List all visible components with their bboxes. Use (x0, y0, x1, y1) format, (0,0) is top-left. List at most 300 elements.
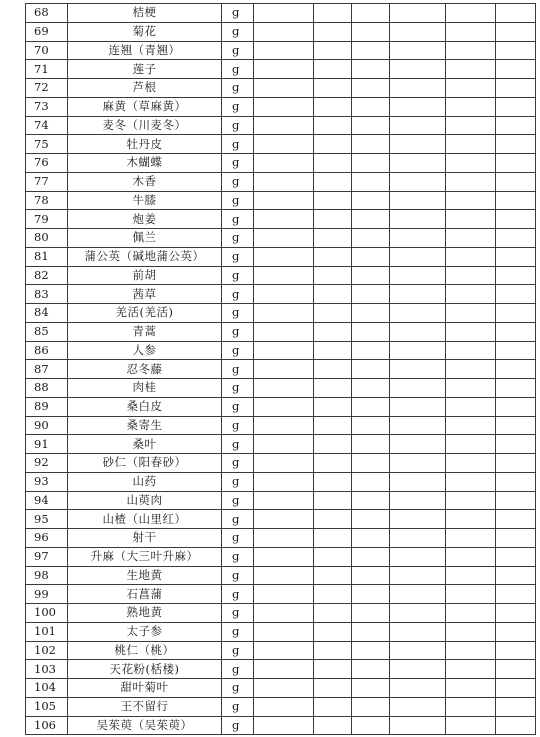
empty-cell (352, 172, 390, 191)
table-row (26, 435, 536, 454)
herb-name-cell: 连翘（青翘） (68, 41, 222, 60)
empty-cell (254, 135, 314, 154)
herb-name-cell: 佩兰 (68, 229, 222, 248)
empty-cell (254, 585, 314, 604)
empty-cell (496, 60, 536, 79)
empty-cell (496, 547, 536, 566)
empty-cell (352, 22, 390, 41)
empty-cell (314, 697, 352, 716)
empty-cell (352, 622, 390, 641)
empty-cell (314, 116, 352, 135)
unit-cell: g (222, 510, 254, 529)
empty-cell (446, 547, 496, 566)
empty-cell (352, 679, 390, 698)
empty-cell (314, 4, 352, 23)
empty-cell (254, 229, 314, 248)
row-number-cell: 74 (26, 116, 68, 135)
herb-name-cell: 前胡 (68, 266, 222, 285)
row-number-cell: 98 (26, 566, 68, 585)
empty-cell (314, 79, 352, 98)
empty-cell (352, 135, 390, 154)
unit-cell: g (222, 416, 254, 435)
row-number-cell: 105 (26, 697, 68, 716)
empty-cell (254, 716, 314, 735)
unit-cell: g (222, 304, 254, 323)
empty-cell (390, 191, 446, 210)
row-number-cell: 99 (26, 585, 68, 604)
table-row (26, 154, 536, 173)
empty-cell (314, 22, 352, 41)
empty-cell (314, 379, 352, 398)
row-number-cell: 93 (26, 472, 68, 491)
row-number-cell: 70 (26, 41, 68, 60)
herb-name-cell: 甜叶菊叶 (68, 679, 222, 698)
empty-cell (496, 172, 536, 191)
unit-cell: g (222, 135, 254, 154)
table-row (26, 116, 536, 135)
row-number-cell: 89 (26, 397, 68, 416)
herb-name-cell: 桑寄生 (68, 416, 222, 435)
empty-cell (446, 4, 496, 23)
unit-cell: g (222, 285, 254, 304)
empty-cell (352, 379, 390, 398)
unit-cell: g (222, 397, 254, 416)
empty-cell (254, 454, 314, 473)
empty-cell (390, 379, 446, 398)
row-number-cell: 90 (26, 416, 68, 435)
empty-cell (314, 660, 352, 679)
empty-cell (446, 210, 496, 229)
empty-cell (254, 416, 314, 435)
empty-cell (496, 604, 536, 623)
empty-cell (496, 229, 536, 248)
unit-cell: g (222, 622, 254, 641)
empty-cell (314, 510, 352, 529)
empty-cell (314, 304, 352, 323)
empty-cell (446, 416, 496, 435)
empty-cell (254, 79, 314, 98)
empty-cell (446, 229, 496, 248)
empty-cell (254, 247, 314, 266)
empty-cell (314, 172, 352, 191)
empty-cell (390, 622, 446, 641)
empty-cell (446, 304, 496, 323)
empty-cell (314, 191, 352, 210)
empty-cell (446, 285, 496, 304)
empty-cell (314, 285, 352, 304)
empty-cell (314, 60, 352, 79)
empty-cell (352, 341, 390, 360)
unit-cell: g (222, 604, 254, 623)
empty-cell (254, 60, 314, 79)
empty-cell (446, 472, 496, 491)
unit-cell: g (222, 41, 254, 60)
herb-name-cell: 蒲公英（碱地蒲公英） (68, 247, 222, 266)
empty-cell (390, 435, 446, 454)
empty-cell (254, 397, 314, 416)
empty-cell (390, 585, 446, 604)
empty-cell (446, 116, 496, 135)
unit-cell: g (222, 454, 254, 473)
unit-cell: g (222, 660, 254, 679)
empty-cell (446, 135, 496, 154)
unit-cell: g (222, 360, 254, 379)
table-row (26, 679, 536, 698)
herb-name-cell: 生地黄 (68, 566, 222, 585)
empty-cell (446, 660, 496, 679)
empty-cell (446, 191, 496, 210)
unit-cell: g (222, 435, 254, 454)
table-row (26, 322, 536, 341)
empty-cell (496, 135, 536, 154)
empty-cell (352, 97, 390, 116)
empty-cell (314, 247, 352, 266)
unit-cell: g (222, 154, 254, 173)
herb-name-cell: 射干 (68, 529, 222, 548)
herb-name-cell: 桔梗 (68, 4, 222, 23)
empty-cell (254, 566, 314, 585)
table-row (26, 79, 536, 98)
empty-cell (390, 285, 446, 304)
empty-cell (496, 641, 536, 660)
empty-cell (390, 60, 446, 79)
table-row (26, 472, 536, 491)
table-row (26, 566, 536, 585)
herb-name-cell: 肉桂 (68, 379, 222, 398)
empty-cell (314, 566, 352, 585)
empty-cell (390, 41, 446, 60)
empty-cell (390, 304, 446, 323)
herb-table (25, 3, 536, 735)
empty-cell (446, 697, 496, 716)
unit-cell: g (222, 641, 254, 660)
empty-cell (390, 491, 446, 510)
empty-cell (446, 22, 496, 41)
unit-cell: g (222, 60, 254, 79)
empty-cell (496, 285, 536, 304)
herb-name-cell: 桃仁（桃） (68, 641, 222, 660)
empty-cell (314, 41, 352, 60)
empty-cell (496, 472, 536, 491)
row-number-cell: 103 (26, 660, 68, 679)
empty-cell (314, 266, 352, 285)
row-number-cell: 73 (26, 97, 68, 116)
empty-cell (314, 435, 352, 454)
empty-cell (446, 266, 496, 285)
unit-cell: g (222, 679, 254, 698)
row-number-cell: 87 (26, 360, 68, 379)
herb-name-cell: 熟地黄 (68, 604, 222, 623)
herb-name-cell: 石菖蒲 (68, 585, 222, 604)
empty-cell (352, 360, 390, 379)
empty-cell (446, 322, 496, 341)
empty-cell (254, 210, 314, 229)
empty-cell (352, 304, 390, 323)
row-number-cell: 84 (26, 304, 68, 323)
empty-cell (446, 79, 496, 98)
empty-cell (254, 97, 314, 116)
empty-cell (446, 247, 496, 266)
herb-name-cell: 王不留行 (68, 697, 222, 716)
unit-cell: g (222, 472, 254, 491)
table-row (26, 41, 536, 60)
table-row (26, 135, 536, 154)
empty-cell (254, 510, 314, 529)
table-row (26, 379, 536, 398)
table-row (26, 210, 536, 229)
empty-cell (352, 585, 390, 604)
table-row (26, 304, 536, 323)
empty-cell (446, 172, 496, 191)
unit-cell: g (222, 247, 254, 266)
row-number-cell: 68 (26, 4, 68, 23)
empty-cell (352, 435, 390, 454)
row-number-cell: 97 (26, 547, 68, 566)
empty-cell (496, 79, 536, 98)
empty-cell (314, 97, 352, 116)
empty-cell (446, 60, 496, 79)
row-number-cell: 91 (26, 435, 68, 454)
empty-cell (352, 566, 390, 585)
empty-cell (446, 435, 496, 454)
empty-cell (254, 697, 314, 716)
empty-cell (446, 585, 496, 604)
unit-cell: g (222, 210, 254, 229)
herb-name-cell: 炮姜 (68, 210, 222, 229)
herb-name-cell: 天花粉(栝楼) (68, 660, 222, 679)
empty-cell (496, 660, 536, 679)
empty-cell (496, 97, 536, 116)
empty-cell (446, 679, 496, 698)
empty-cell (314, 210, 352, 229)
empty-cell (314, 416, 352, 435)
empty-cell (390, 397, 446, 416)
empty-cell (390, 247, 446, 266)
empty-cell (496, 566, 536, 585)
empty-cell (352, 510, 390, 529)
row-number-cell: 88 (26, 379, 68, 398)
row-number-cell: 100 (26, 604, 68, 623)
herb-name-cell: 忍冬藤 (68, 360, 222, 379)
table-row (26, 529, 536, 548)
herb-name-cell: 羌活(羌活) (68, 304, 222, 323)
table-row (26, 716, 536, 735)
herb-name-cell: 菊花 (68, 22, 222, 41)
empty-cell (390, 116, 446, 135)
unit-cell: g (222, 172, 254, 191)
row-number-cell: 85 (26, 322, 68, 341)
empty-cell (314, 229, 352, 248)
empty-cell (254, 360, 314, 379)
row-number-cell: 82 (26, 266, 68, 285)
row-number-cell: 106 (26, 716, 68, 735)
empty-cell (254, 622, 314, 641)
table-row (26, 510, 536, 529)
row-number-cell: 75 (26, 135, 68, 154)
empty-cell (314, 341, 352, 360)
row-number-cell: 72 (26, 79, 68, 98)
herb-name-cell: 桑叶 (68, 435, 222, 454)
empty-cell (446, 529, 496, 548)
unit-cell: g (222, 491, 254, 510)
table-row (26, 641, 536, 660)
row-number-cell: 78 (26, 191, 68, 210)
empty-cell (352, 716, 390, 735)
empty-cell (496, 697, 536, 716)
empty-cell (254, 116, 314, 135)
herb-name-cell: 木蝴蝶 (68, 154, 222, 173)
empty-cell (390, 322, 446, 341)
empty-cell (390, 604, 446, 623)
empty-cell (314, 135, 352, 154)
herb-name-cell: 麻黄（草麻黄） (68, 97, 222, 116)
table-row (26, 660, 536, 679)
row-number-cell: 102 (26, 641, 68, 660)
empty-cell (254, 491, 314, 510)
empty-cell (496, 41, 536, 60)
empty-cell (446, 341, 496, 360)
row-number-cell: 92 (26, 454, 68, 473)
empty-cell (496, 679, 536, 698)
row-number-cell: 77 (26, 172, 68, 191)
unit-cell: g (222, 585, 254, 604)
table-row (26, 585, 536, 604)
empty-cell (254, 529, 314, 548)
empty-cell (446, 604, 496, 623)
empty-cell (446, 379, 496, 398)
unit-cell: g (222, 716, 254, 735)
row-number-cell: 83 (26, 285, 68, 304)
table-row (26, 172, 536, 191)
empty-cell (352, 322, 390, 341)
empty-cell (254, 435, 314, 454)
empty-cell (390, 529, 446, 548)
empty-cell (314, 360, 352, 379)
row-number-cell: 81 (26, 247, 68, 266)
empty-cell (496, 585, 536, 604)
empty-cell (254, 22, 314, 41)
table-row (26, 397, 536, 416)
empty-cell (352, 416, 390, 435)
empty-cell (254, 285, 314, 304)
table-row (26, 4, 536, 23)
unit-cell: g (222, 229, 254, 248)
table-row (26, 285, 536, 304)
empty-cell (352, 285, 390, 304)
empty-cell (314, 322, 352, 341)
empty-cell (352, 529, 390, 548)
empty-cell (254, 172, 314, 191)
empty-cell (496, 529, 536, 548)
herb-name-cell: 麦冬（川麦冬） (68, 116, 222, 135)
herb-name-cell: 吴茱萸（吴茱萸） (68, 716, 222, 735)
empty-cell (352, 154, 390, 173)
table-row (26, 360, 536, 379)
row-number-cell: 80 (26, 229, 68, 248)
empty-cell (254, 641, 314, 660)
empty-cell (390, 641, 446, 660)
table-row (26, 97, 536, 116)
empty-cell (390, 472, 446, 491)
herb-name-cell: 牡丹皮 (68, 135, 222, 154)
table-row (26, 547, 536, 566)
row-number-cell: 79 (26, 210, 68, 229)
empty-cell (352, 547, 390, 566)
empty-cell (254, 4, 314, 23)
empty-cell (390, 229, 446, 248)
unit-cell: g (222, 341, 254, 360)
herb-name-cell: 人参 (68, 341, 222, 360)
empty-cell (314, 154, 352, 173)
empty-cell (390, 341, 446, 360)
table-row (26, 622, 536, 641)
empty-cell (352, 247, 390, 266)
unit-cell: g (222, 547, 254, 566)
empty-cell (390, 154, 446, 173)
empty-cell (496, 622, 536, 641)
herb-name-cell: 芦根 (68, 79, 222, 98)
empty-cell (390, 135, 446, 154)
empty-cell (446, 641, 496, 660)
row-number-cell: 86 (26, 341, 68, 360)
empty-cell (390, 547, 446, 566)
empty-cell (390, 566, 446, 585)
empty-cell (446, 360, 496, 379)
empty-cell (314, 491, 352, 510)
empty-cell (496, 266, 536, 285)
unit-cell: g (222, 566, 254, 585)
empty-cell (496, 716, 536, 735)
empty-cell (390, 22, 446, 41)
table-row (26, 341, 536, 360)
empty-cell (390, 97, 446, 116)
empty-cell (352, 229, 390, 248)
empty-cell (352, 116, 390, 135)
row-number-cell: 71 (26, 60, 68, 79)
herb-name-cell: 升麻（大三叶升麻） (68, 547, 222, 566)
empty-cell (446, 716, 496, 735)
unit-cell: g (222, 79, 254, 98)
unit-cell: g (222, 97, 254, 116)
empty-cell (254, 191, 314, 210)
empty-cell (314, 454, 352, 473)
empty-cell (254, 547, 314, 566)
empty-cell (496, 360, 536, 379)
empty-cell (496, 510, 536, 529)
herb-name-cell: 砂仁（阳春砂） (68, 454, 222, 473)
empty-cell (352, 641, 390, 660)
empty-cell (390, 660, 446, 679)
row-number-cell: 76 (26, 154, 68, 173)
empty-cell (496, 416, 536, 435)
empty-cell (254, 154, 314, 173)
row-number-cell: 104 (26, 679, 68, 698)
empty-cell (496, 322, 536, 341)
empty-cell (254, 604, 314, 623)
empty-cell (390, 416, 446, 435)
empty-cell (254, 341, 314, 360)
empty-cell (446, 510, 496, 529)
unit-cell: g (222, 697, 254, 716)
empty-cell (314, 679, 352, 698)
empty-cell (352, 660, 390, 679)
empty-cell (352, 491, 390, 510)
empty-cell (446, 491, 496, 510)
empty-cell (496, 304, 536, 323)
empty-cell (314, 397, 352, 416)
empty-cell (390, 4, 446, 23)
empty-cell (254, 304, 314, 323)
